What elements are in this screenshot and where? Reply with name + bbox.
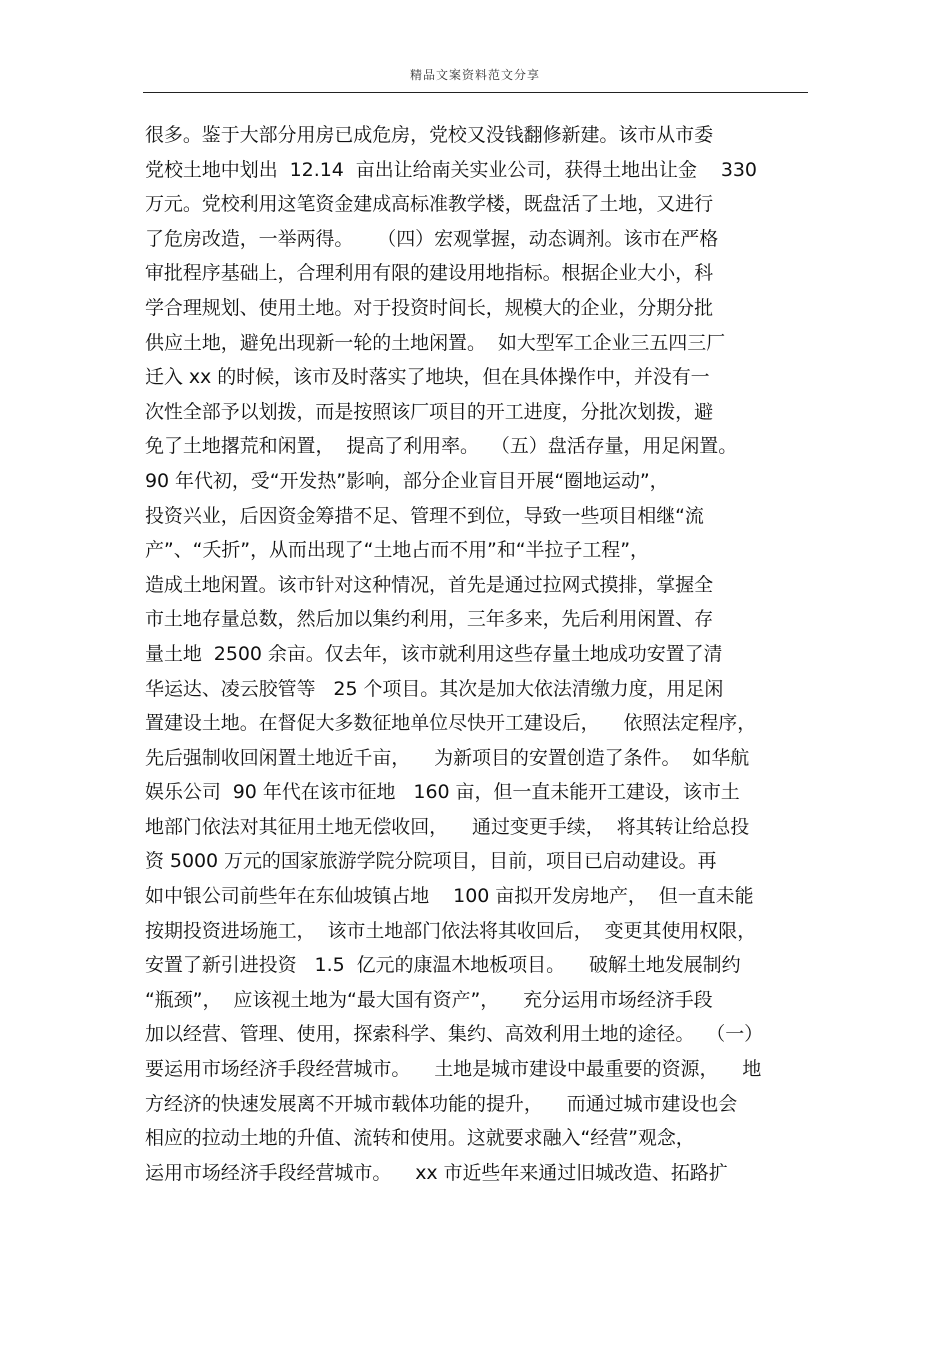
text-line: “瓶颈”， 应该视土地为“最大国有资产”， 充分运用市场经济手段 bbox=[145, 988, 713, 1011]
text-line: 学合理规划、使用土地。对于投资时间长，规模大的企业，分期分批 bbox=[145, 296, 714, 319]
text-line: 免了土地撂荒和闲置， 提高了利用率。 （五）盘活存量，用足闲置。 bbox=[145, 435, 738, 458]
text-line: 要运用市场经济手段经营城市。 土地是城市建设中最重要的资源， 地 bbox=[145, 1058, 762, 1081]
text-line: 置建设土地。在督促大多数征地单位尽快开工建设后， 依照法定程序， bbox=[145, 712, 757, 735]
text-line: 供应土地，避免出现新一轮的土地闲置。 如大型军工企业三五四三厂 bbox=[145, 331, 726, 354]
text-line: 万元。党校利用这笔资金建成高标准教学楼，既盘活了土地，又进行 bbox=[145, 193, 714, 216]
text-line: 华运达、凌云胶管等 25 个项目。其次是加大依法清缴力度，用足闲 bbox=[145, 677, 724, 700]
text-line: 相应的拉动土地的升值、流转和使用。这就要求融入“经营”观念， bbox=[145, 1127, 695, 1150]
text-line: 迁入 xx 的时候，该市及时落实了地块，但在具体操作中，并没有一 bbox=[145, 366, 710, 389]
text-line: 投资兴业，后因资金筹措不足、管理不到位，导致一些项目相继“流 bbox=[145, 504, 704, 527]
text-line: 地部门依法对其征用土地无偿收回， 通过变更手续， 将其转让给总投 bbox=[145, 815, 750, 838]
text-line: 方经济的快速发展离不开城市载体功能的提升， 而通过城市建设也会 bbox=[145, 1092, 738, 1115]
text-line: 产”、“夭折”，从而出现了“土地占而不用”和“半拉子工程”， bbox=[145, 539, 649, 562]
text-line: 量土地 2500 余亩。仅去年，该市就利用这些存量土地成功安置了清 bbox=[145, 642, 723, 665]
text-line: 市土地存量总数，然后加以集约利用，三年多来，先后利用闲置、存 bbox=[145, 608, 714, 631]
text-line: 审批程序基础上，合理利用有限的建设用地指标。根据企业大小，科 bbox=[145, 262, 714, 285]
page-header-title: 精品文案资料范文分享 bbox=[409, 68, 540, 82]
document-body bbox=[145, 118, 815, 1190]
text-line: 如中银公司前些年在东仙坡镇占地 100 亩拟开发房地产， 但一直未能 bbox=[145, 885, 754, 908]
text-line: 加以经营、管理、使用，探索科学、集约、高效利用土地的途径。 （一） bbox=[145, 1023, 764, 1046]
text-line: 党校土地中划出 12.14 亩出让给南关实业公司，获得土地出让金 330 bbox=[145, 158, 757, 181]
text-line: 很多。鉴于大部分用房已成危房，党校又没钱翻修新建。该市从市委 bbox=[145, 124, 714, 146]
text-line: 次性全部予以划拨，而是按照该厂项目的开工进度，分批次划拨，避 bbox=[145, 400, 714, 423]
text-line: 运用市场经济手段经营城市。 xx 市近些年来通过旧城改造、拓路扩 bbox=[145, 1161, 728, 1184]
text-line: 安置了新引进投资 1.5 亿元的康温木地板项目。 破解土地发展制约 bbox=[145, 954, 741, 977]
text-line: 先后强制收回闲置土地近千亩， 为新项目的安置创造了条件。 如华航 bbox=[145, 746, 750, 769]
text-line: 娱乐公司 90 年代在该市征地 160 亩，但一直未能开工建设，该市土 bbox=[145, 781, 740, 804]
header-divider bbox=[143, 92, 808, 93]
text-line: 造成土地闲置。该市针对这种情况，首先是通过拉网式摸排，掌握全 bbox=[145, 573, 714, 596]
text-line: 按期投资进场施工， 该市土地部门依法将其收回后， 变更其使用权限， bbox=[145, 919, 757, 942]
text-line: 了危房改造，一举两得。 （四）宏观掌握，动态调剂。该市在严格 bbox=[145, 227, 719, 250]
text-line: 90 年代初，受“开发热”影响，部分企业盲目开展“圈地运动”， bbox=[145, 469, 669, 492]
text-line: 资 5000 万元的国家旅游学院分院项目，目前，项目已启动建设。再 bbox=[145, 850, 717, 873]
